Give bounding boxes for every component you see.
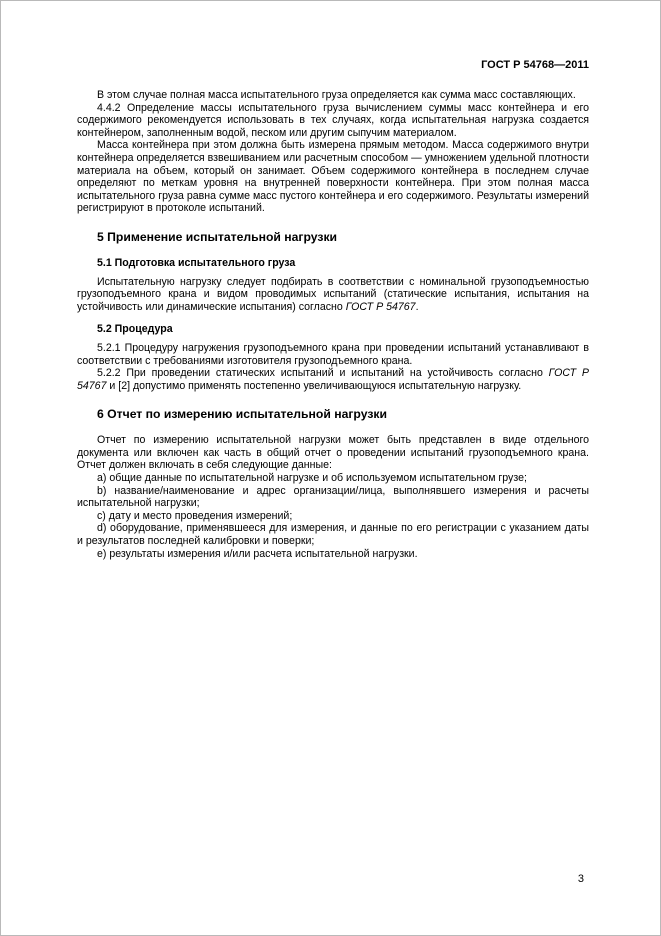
text-run: Испытательную нагрузку следует подбирать в соответствии с номинальной грузоподъемностью грузоподъемного крана и видом проводимых испытаний (статические испытания, испытания на устойчивость или динамические испытания) согласно	[77, 275, 589, 313]
text-run: .	[415, 300, 419, 313]
section-6-heading: 6 Отчет по измерению испытательной нагрузки	[97, 407, 387, 422]
list-item-d: d) оборудование, применявшееся для измерения, и данные по его регистрации с указанием даты и результатов последней калибровки и поверки;	[77, 522, 589, 548]
paragraph-6-intro: Отчет по измерению испытательной нагрузки может быть представлен в виде отдельного документа или включен как часть в общий отчет о проведении испытаний грузоподъемного крана. Отчет должен включать в себя следующие данные:	[77, 434, 589, 472]
doc-code: ГОСТ Р 54768—2011	[481, 59, 589, 71]
page-number: 3	[577, 873, 584, 885]
list-item-e: e) результаты измерения и/или расчета испытательной нагрузки.	[97, 547, 418, 560]
paragraph-5-2-2	[77, 367, 589, 392]
list-item-c: c) дату и место проведения измерений;	[97, 509, 293, 522]
paragraph-5-2-1: 5.2.1 Процедуру нагружения грузоподъемного крана при проведении испытаний устанавливают в соответствии с требованиями изготовителя грузоподъемного крана.	[77, 341, 589, 367]
running-header	[77, 59, 589, 71]
text-run: 5.2.2 При проведении статических испытаний и испытаний на устойчивость согласно	[97, 367, 549, 380]
document-content	[77, 59, 589, 560]
section-5-1-heading: 5.1 Подготовка испытательного груза	[97, 256, 296, 269]
paragraph-5-1	[77, 276, 589, 314]
standard-reference: ГОСТ Р 54767	[345, 300, 416, 313]
text-run: и [2] допустимо применять постепенно увеличивающуюся испытательную нагрузку.	[106, 379, 522, 392]
section-5-2-heading: 5.2 Процедура	[97, 323, 173, 336]
section-5-heading: 5 Применение испытательной нагрузки	[97, 229, 338, 244]
paragraph-total-mass: В этом случае полная масса испытательного груза определяется как сумма масс составляющих.	[97, 89, 576, 101]
paragraph-container-mass: Масса контейнера при этом должна быть измерена прямым методом. Масса содержимого внутри контейнера определяется взвешиванием или расчетным способом — умножением удельной плотности материала на объем, который он занимает. Объем содержимого контейнера в последнем случае определяют по меткам уровня на внутренней поверхности контейнера. При этом полная масса испытательного груза равна сумме масс пустого контейнера и его содержимого. Результаты измерений регистрируют в протоколе испытаний.	[77, 139, 589, 215]
standard-reference: ГОСТ Р 54767	[77, 367, 589, 392]
list-item-b: b) название/наименование и адрес организации/лица, выполнявшего измерения и расчеты испытательной нагрузки;	[77, 484, 589, 510]
paragraph-4-4-2: 4.4.2 Определение массы испытательного груза вычислением суммы масс контейнера и его содержимого рекомендуется использовать в тех случаях, когда испытательная нагрузка создается контейнером, заполненным водой, песком или другим сыпучим материалом.	[77, 101, 589, 139]
list-item-a: a) общие данные по испытательной нагрузке и об используемом испытательном грузе;	[97, 472, 527, 485]
